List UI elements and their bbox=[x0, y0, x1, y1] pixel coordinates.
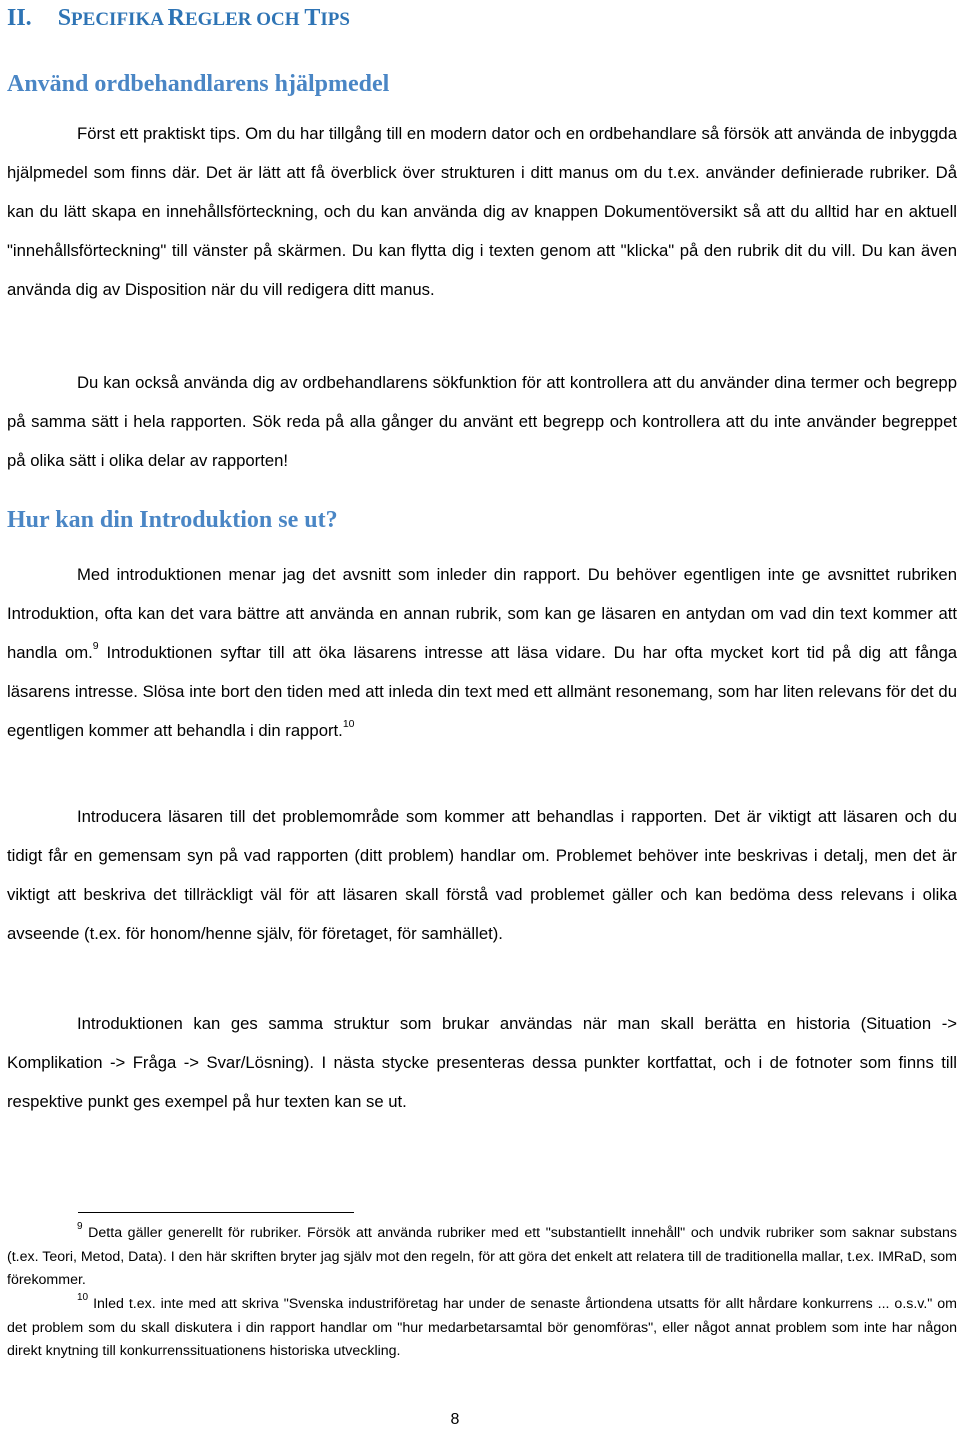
chapter-title-part: PECIFIKA bbox=[71, 9, 168, 30]
footnote-mark: 9 bbox=[77, 1221, 83, 1232]
footnote-mark: 10 bbox=[77, 1292, 89, 1303]
page-number: 8 bbox=[450, 1411, 460, 1428]
paragraph-problem-area: Introducera läsaren till det problemområde som kommer att behandlas i rapporten. Det är viktigt att läsaren och du tidigt får en gemensam syn på vad rapporten (ditt problem) handlar om. Problemet behöver inte beskrivas i detalj, men det är viktigt att beskriva det tillräckligt väl för att läsaren skall förstå vad problemet gäller och kan bedöma dess relevans i olika avseende (t.ex. för honom/henne själv, för företaget, för samhället). bbox=[7, 807, 957, 943]
footnote-10 bbox=[7, 1293, 957, 1364]
chapter-title-part: IPS bbox=[320, 9, 350, 30]
footnote-text: Inled t.ex. inte med att skriva "Svenska industriföretag har under de senaste årtiondena utsatts för allt hårdare konkurrens ... o.s.v." om det problem som du skall diskutera i din rapport handlar om "hur medarbetarsamtal bör genomföras", eller något annat problem som inte har någon direkt knytning till konkurrenssituationens historiska utveckling. bbox=[7, 1296, 957, 1360]
paragraph-story-structure: Introduktionen kan ges samma struktur som brukar användas när man skall berätta en historia (Situation -> Komplikation -> Fråga -> Svar/Lösning). I nästa stycke presenteras dessa punkter kortfattat, och i de fotnoter som finns till respektive punkt ges exempel på hur texten kan se ut. bbox=[7, 1014, 957, 1111]
chapter-title-initial: T bbox=[304, 5, 321, 31]
footnote-ref-9[interactable]: 9 bbox=[92, 640, 99, 652]
footnote-separator bbox=[78, 1212, 354, 1213]
paragraph-introduction-purpose bbox=[7, 555, 957, 750]
chapter-number: II. bbox=[7, 5, 32, 31]
paragraph-tools-intro: Först ett praktiskt tips. Om du har tillgång till en modern dator och en ordbehandlare så försök att använda de inbyggda hjälpmedel som finns där. Det är lätt att få överblick över strukturen i ditt manus om du t.ex. använder definierade rubriker. Då kan du lätt skapa en innehållsförteckning, och du kan använda dig av knappen Dokumentöversikt så att du alltid har en aktuell "innehållsförteckning" till vänster på skärmen. Du kan flytta dig i texten genom att "klicka" på den rubrik dit du vill. Du kan även använda dig av Disposition när du vill redigera ditt manus. bbox=[7, 124, 957, 299]
chapter-heading bbox=[7, 2, 350, 36]
paragraph-text: Med introduktionen menar jag det avsnitt som inleder din rapport. Du behöver egentligen inte ge avsnittet rubriken Introduktion, ofta kan det vara bättre att använda en annan rubrik, som kan ge läsaren en antydan om vad din text kommer att handla om. bbox=[7, 565, 957, 662]
section-heading-tools: Använd ordbehandlarens hjälpmedel bbox=[7, 71, 390, 97]
footnote-text: Detta gäller generellt för rubriker. Försök att använda rubriker med ett "substantiellt innehåll" och undvik rubriker som saknar substans (t.ex. Teori, Metod, Data). I den här skriften bryter jag själv mot den regeln, för att göra det enkelt att relatera till de traditionella mallar, t.ex. IMRaD, som förekommer. bbox=[7, 1225, 957, 1289]
footnote-ref-10[interactable]: 10 bbox=[342, 718, 355, 730]
chapter-title-initial: R bbox=[167, 5, 185, 31]
footnote-9 bbox=[7, 1222, 957, 1293]
paragraph-text: Introduktionen syftar till att öka läsarens intresse att läsa vidare. Du har ofta mycket kort tid på dig att fånga läsarens intresse. Slösa inte bort den tiden med att inleda din text med ett allmänt resonemang, som har liten relevans för det du egentligen kommer att behandla i din rapport. bbox=[7, 643, 957, 740]
paragraph-search-function: Du kan också använda dig av ordbehandlarens sökfunktion för att kontrollera att du använder dina termer och begrepp på samma sätt i hela rapporten. Sök reda på alla gånger du använt ett begrepp och kontrollera att du inte använder begreppet på olika sätt i olika delar av rapporten! bbox=[7, 373, 957, 470]
section-heading-introduction: Hur kan din Introduktion se ut? bbox=[7, 507, 338, 533]
chapter-title-initial: S bbox=[57, 5, 72, 31]
chapter-title-part: EGLER OCH bbox=[185, 9, 305, 30]
